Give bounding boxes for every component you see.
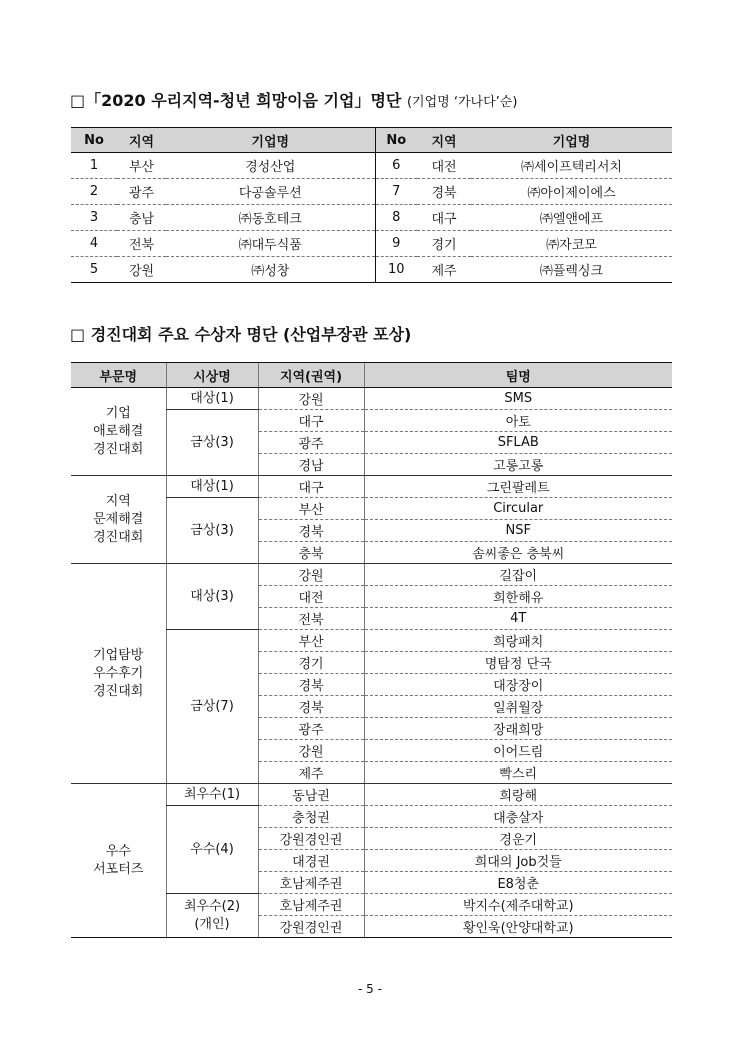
region-cell: 대경권	[258, 850, 364, 872]
section1-title-text: □「2020 우리지역-청년 희망이음 기업」명단	[70, 91, 402, 110]
team-cell: SMS	[364, 388, 672, 410]
cell-line: 기업	[105, 405, 131, 421]
cell-line: 문제해결	[93, 511, 144, 527]
no-cell: 2	[71, 179, 117, 205]
region-cell: 제주	[258, 762, 364, 784]
table-header-row	[71, 363, 672, 388]
header-team: 팀명	[364, 363, 672, 388]
cell-line: 금상(3)	[190, 434, 234, 450]
header-no: No	[71, 128, 117, 153]
award-cell	[166, 564, 258, 630]
team-cell: 장래희망	[364, 718, 672, 740]
cell-line: 최우수(1)	[183, 786, 241, 802]
team-cell: SFLAB	[364, 432, 672, 454]
award-cell	[166, 388, 258, 410]
company-list-table	[71, 127, 672, 283]
award-cell	[166, 498, 258, 564]
region-cell: 전북	[258, 608, 364, 630]
category-cell	[71, 784, 166, 938]
region-cell: 부산	[117, 153, 166, 179]
no-cell: 6	[375, 153, 417, 179]
no-cell: 5	[71, 257, 117, 283]
company-cell: ㈜자코모	[471, 231, 672, 257]
region-cell: 강원	[258, 388, 364, 410]
header-region: 지역(권역)	[258, 363, 364, 388]
team-cell: 아토	[364, 410, 672, 432]
team-cell: 대장장이	[364, 674, 672, 696]
region-cell: 광주	[258, 718, 364, 740]
team-cell: 희랑패치	[364, 630, 672, 652]
cell-line: 대상(1)	[190, 390, 234, 406]
team-cell: 4T	[364, 608, 672, 630]
award-cell	[166, 476, 258, 498]
team-cell: E8청춘	[364, 872, 672, 894]
region-cell: 강원경인권	[258, 828, 364, 850]
cell-line: 경진대회	[93, 529, 144, 545]
team-cell: 이어드림	[364, 740, 672, 762]
region-cell: 부산	[258, 630, 364, 652]
region-cell: 호남제주권	[258, 872, 364, 894]
cell-line: 애로해결	[93, 423, 144, 439]
table-row	[71, 179, 672, 205]
cell-line: 서포터즈	[93, 861, 144, 877]
company-cell: ㈜대두식품	[166, 231, 375, 257]
team-cell: 희대의 Job것들	[364, 850, 672, 872]
region-cell: 경북	[258, 674, 364, 696]
cell-line: 대상(3)	[190, 588, 234, 604]
cell-line: 대상(1)	[190, 478, 234, 494]
cell-line: 경진대회	[93, 683, 144, 699]
region-cell: 대전	[258, 586, 364, 608]
region-cell: 경남	[258, 454, 364, 476]
section1-title	[70, 88, 517, 111]
region-cell: 대구	[258, 476, 364, 498]
region-cell: 강원경인권	[258, 916, 364, 938]
region-cell: 광주	[258, 432, 364, 454]
table-row	[71, 231, 672, 257]
table-row	[71, 153, 672, 179]
company-cell: ㈜동호테크	[166, 205, 375, 231]
no-cell: 8	[375, 205, 417, 231]
region-cell: 광주	[117, 179, 166, 205]
team-cell: Circular	[364, 498, 672, 520]
company-cell: ㈜성창	[166, 257, 375, 283]
company-cell: 경성산업	[166, 153, 375, 179]
region-cell: 충청권	[258, 806, 364, 828]
team-cell: 고롱고롱	[364, 454, 672, 476]
no-cell: 4	[71, 231, 117, 257]
section1-note: (기업명 ‘가나다’순)	[406, 95, 518, 110]
category-cell	[71, 564, 166, 784]
award-cell	[166, 894, 258, 938]
region-cell: 충남	[117, 205, 166, 231]
team-cell: 솜씨좋은 충북씨	[364, 542, 672, 564]
team-cell: 경운기	[364, 828, 672, 850]
team-cell: 길잡이	[364, 564, 672, 586]
cell-line: 금상(3)	[190, 522, 234, 538]
team-cell: 명탐정 단국	[364, 652, 672, 674]
table-row	[71, 257, 672, 283]
no-cell: 10	[375, 257, 417, 283]
region-cell: 제주	[417, 257, 471, 283]
table-row	[71, 476, 672, 498]
cell-line: 우수	[105, 843, 131, 859]
table-row	[71, 205, 672, 231]
header-company: 기업명	[471, 128, 672, 153]
no-cell: 9	[375, 231, 417, 257]
table-row	[71, 388, 672, 410]
region-cell: 경북	[258, 696, 364, 718]
team-cell: 박지수(제주대학교)	[364, 894, 672, 916]
header-award: 시상명	[166, 363, 258, 388]
no-cell: 3	[71, 205, 117, 231]
header-region: 지역	[417, 128, 471, 153]
cell-line: 우수(4)	[190, 841, 234, 857]
award-winners-table	[71, 362, 672, 938]
region-cell: 경북	[417, 179, 471, 205]
cell-line: 금상(7)	[190, 698, 234, 714]
category-cell	[71, 388, 166, 476]
team-cell: 희랑해	[364, 784, 672, 806]
cell-line: 기업탐방	[93, 647, 144, 663]
region-cell: 대구	[417, 205, 471, 231]
company-cell: ㈜플렉싱크	[471, 257, 672, 283]
region-cell: 전북	[117, 231, 166, 257]
award-cell	[166, 630, 258, 784]
team-cell: NSF	[364, 520, 672, 542]
region-cell: 강원	[258, 564, 364, 586]
cell-line: 지역	[105, 493, 131, 509]
table-row	[71, 564, 672, 586]
section2-title: □ 경진대회 주요 수상자 명단 (산업부장관 포상)	[70, 325, 412, 344]
page-number: - 5 -	[358, 982, 382, 996]
header-company: 기업명	[166, 128, 375, 153]
region-cell: 호남제주권	[258, 894, 364, 916]
team-cell: 황인욱(안양대학교)	[364, 916, 672, 938]
cell-line: (개인)	[194, 916, 230, 932]
region-cell: 충북	[258, 542, 364, 564]
category-cell	[71, 476, 166, 564]
cell-line: 최우수(2)	[183, 898, 241, 914]
region-cell: 부산	[258, 498, 364, 520]
award-cell	[166, 410, 258, 476]
company-cell: 다공솔루션	[166, 179, 375, 205]
region-cell: 대전	[417, 153, 471, 179]
region-cell: 경기	[258, 652, 364, 674]
header-no: No	[375, 128, 417, 153]
company-cell: ㈜엘앤에프	[471, 205, 672, 231]
region-cell: 경북	[258, 520, 364, 542]
no-cell: 1	[71, 153, 117, 179]
team-cell: 빡스리	[364, 762, 672, 784]
region-cell: 대구	[258, 410, 364, 432]
company-cell: ㈜아이제이에스	[471, 179, 672, 205]
award-cell	[166, 784, 258, 806]
company-cell: ㈜세이프텍리서치	[471, 153, 672, 179]
team-cell: 희한해유	[364, 586, 672, 608]
region-cell: 강원	[258, 740, 364, 762]
no-cell: 7	[375, 179, 417, 205]
team-cell: 일취월장	[364, 696, 672, 718]
award-cell	[166, 806, 258, 894]
region-cell: 강원	[117, 257, 166, 283]
team-cell: 대충살자	[364, 806, 672, 828]
cell-line: 우수후기	[93, 665, 144, 681]
cell-line: 경진대회	[93, 441, 144, 457]
table-row	[71, 784, 672, 806]
region-cell: 동남권	[258, 784, 364, 806]
team-cell: 그린팔레트	[364, 476, 672, 498]
header-category: 부문명	[71, 363, 166, 388]
header-region: 지역	[117, 128, 166, 153]
region-cell: 경기	[417, 231, 471, 257]
table-header-row	[71, 128, 672, 153]
